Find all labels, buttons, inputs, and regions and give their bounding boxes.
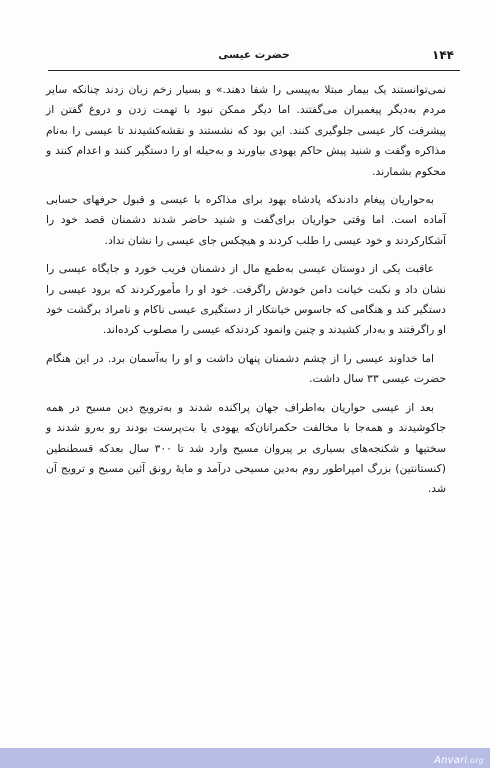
page-number: ۱۴۴	[432, 48, 454, 62]
paragraph-5: بعد از عیسی حواریان به‌اطراف جهان پراکنده شدند و به‌ترویج دین مسیح در همه جاکوشیدند و همه‌جا با مخالفت حکمرانان‌که یهودی یا بت‌پرست بودند رو به‌رو شدند و سختیها و شکنجه‌های بسیاری بر پیروان مسیح وارد شد تا ۳۰۰ سال بعدکه قسطنطین (کنستانتین) بزرگ امپراطور روم به‌دین مسیحی درآمد و مایهٔ رونق آئین مسیح و ترویج آن شد.	[46, 400, 446, 496]
site-watermark	[434, 755, 484, 766]
watermark-brand: Anvari	[434, 755, 468, 766]
paragraph-2: به‌حواریان پیغام دادندکه پادشاه یهود برای مذاکره با عیسی و قبول حرفهای حسابی آماده است. اما وقتی حواریان برای‌گفت و شنید حاضر شدند دشمنان قصد خود را آشکارکردند و خود عیسی را طلب کردند و هیچکس جای عیسی را نشان نداد.	[46, 193, 446, 247]
body-text	[46, 80, 446, 508]
running-title: حضرت عیسی	[218, 49, 290, 61]
watermark-suffix: .org	[467, 756, 484, 765]
footer-bar	[0, 748, 490, 768]
page-header	[48, 46, 460, 71]
paragraph-4: اما خداوند عیسی را از چشم دشمنان پنهان داشت و او را به‌آسمان برد. در این هنگام حضرت عیسی ۳۳ سال داشت.	[46, 351, 446, 386]
paragraph-1: نمی‌توانستند یک بیمار مبتلا به‌پیسی را شفا دهند.» و بسیار زخم زبان زدند چنانکه سایر مردم به‌دیگر پیغمبران می‌گفتند. اما دیگر ممکن نبود با تهمت زدن و دروغ گفتن از پیشرفت کار عیسی جلوگیری کنند. این بود که نشستند و نقشه‌کشیدند تا عیسی را به‌نام مذاکره وگفت و شنید پیش حاکم یهودی بیاورند و به‌حیله او را دستگیر کنند و اعدام کنند و محکوم بشمارند.	[46, 83, 446, 178]
paragraph-3: عاقبت یکی از دوستان عیسی به‌طمع مال از دشمنان فریب خورد و جایگاه عیسی را نشان داد و نکبت خیانت دامن خودش راگرفت. خود او را مأمورکردند که برود عیسی را دستگیر کند و هنگامی که جاسوس خیانتکار از دستگیری عیسی ناکام و نامراد برگشت خود او راگرفتند و به‌دار کشیدند و چنین وانمود کردندکه عیسی را مصلوب کرده‌اند.	[46, 262, 446, 337]
